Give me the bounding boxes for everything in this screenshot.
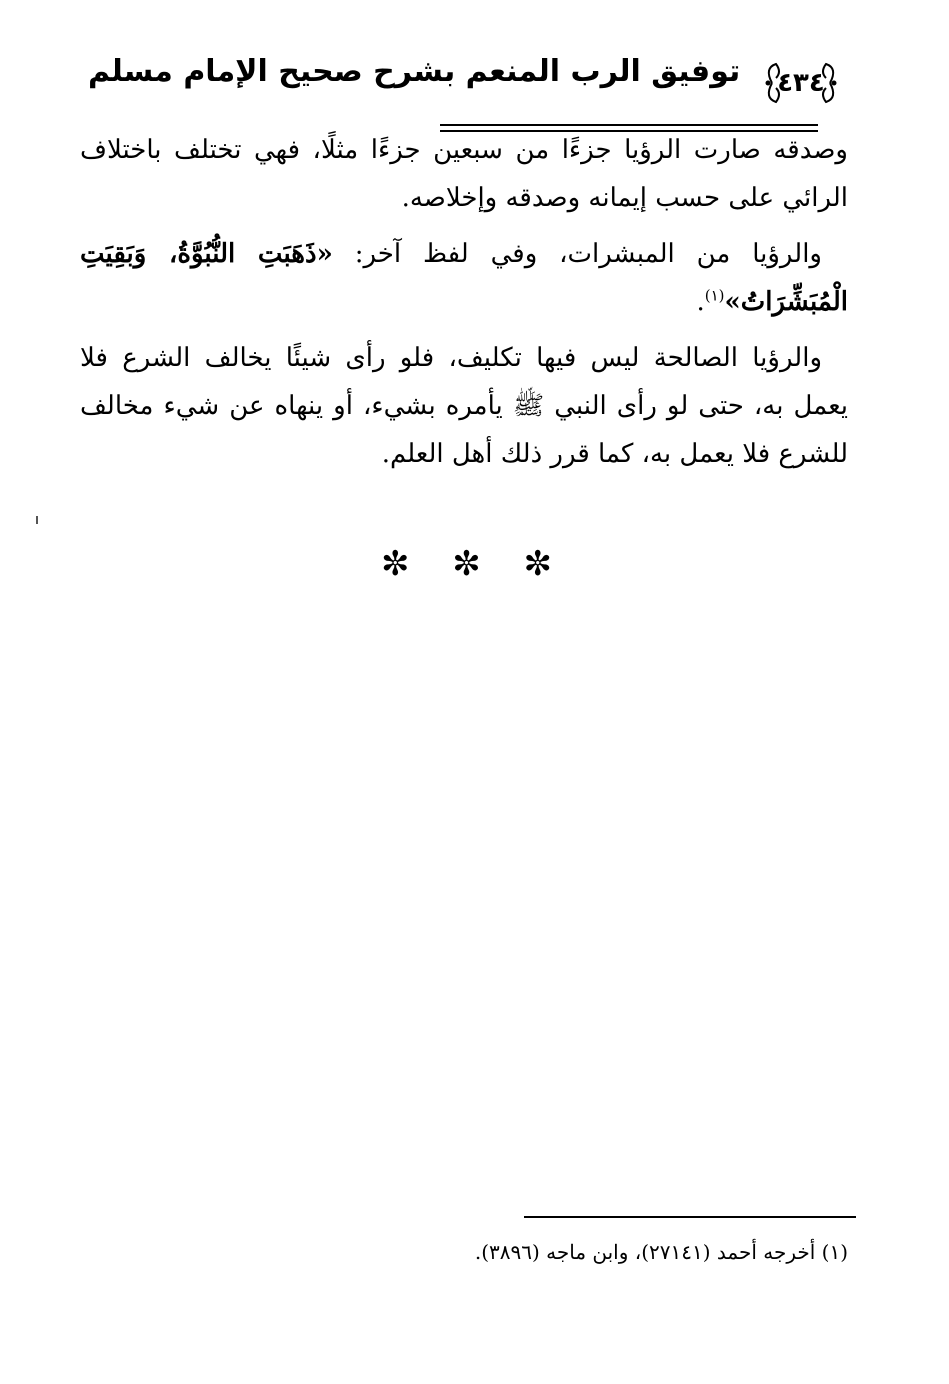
footnotes [80,1236,848,1268]
hadith-quote: «ذَهَبَتِ النُّبُوَّةُ، وَبَقِيَتِ الْمُبَشِّرَاتُ» [80,239,848,317]
section-separator: ✼ ✼ ✼ [380,544,569,584]
main-text [80,126,848,486]
paragraph-end: . [696,287,705,317]
page-header [80,48,862,110]
footnote-rule [524,1216,856,1218]
footnote-reference[interactable]: (١) [704,286,725,305]
page-number: ٤٣٤ [777,68,825,98]
paragraph-text: والرؤيا من المبشرات، وفي لفظ آخر: [332,239,822,269]
margin-mark [36,516,38,524]
running-title: توفيق الرب المنعم بشرح صحيح الإمام مسلم [88,54,741,89]
page-number-frame [762,58,840,108]
footnote: (١) أخرجه أحمد (٢٧١٤١)، وابن ماجه (٣٨٩٦). [474,1240,848,1264]
paragraph: والرؤيا الصالحة ليس فيها تكليف، فلو رأى شيئًا يخالف الشرع فلا يعمل به، حتى لو رأى النبي ﷺ يأمره بشيء، أو ينهاه عن شيء مخالف للشرع فلا يعمل به، كما قرر ذلك أهل العلم. [80,343,848,469]
paragraph: وصدقه صارت الرؤيا جزءًا من سبعين جزءًا مثلًا، فهي تختلف باختلاف الرائي على حسب إيمانه وصدقه وإخلاصه. [80,135,848,213]
paragraph [80,230,848,326]
